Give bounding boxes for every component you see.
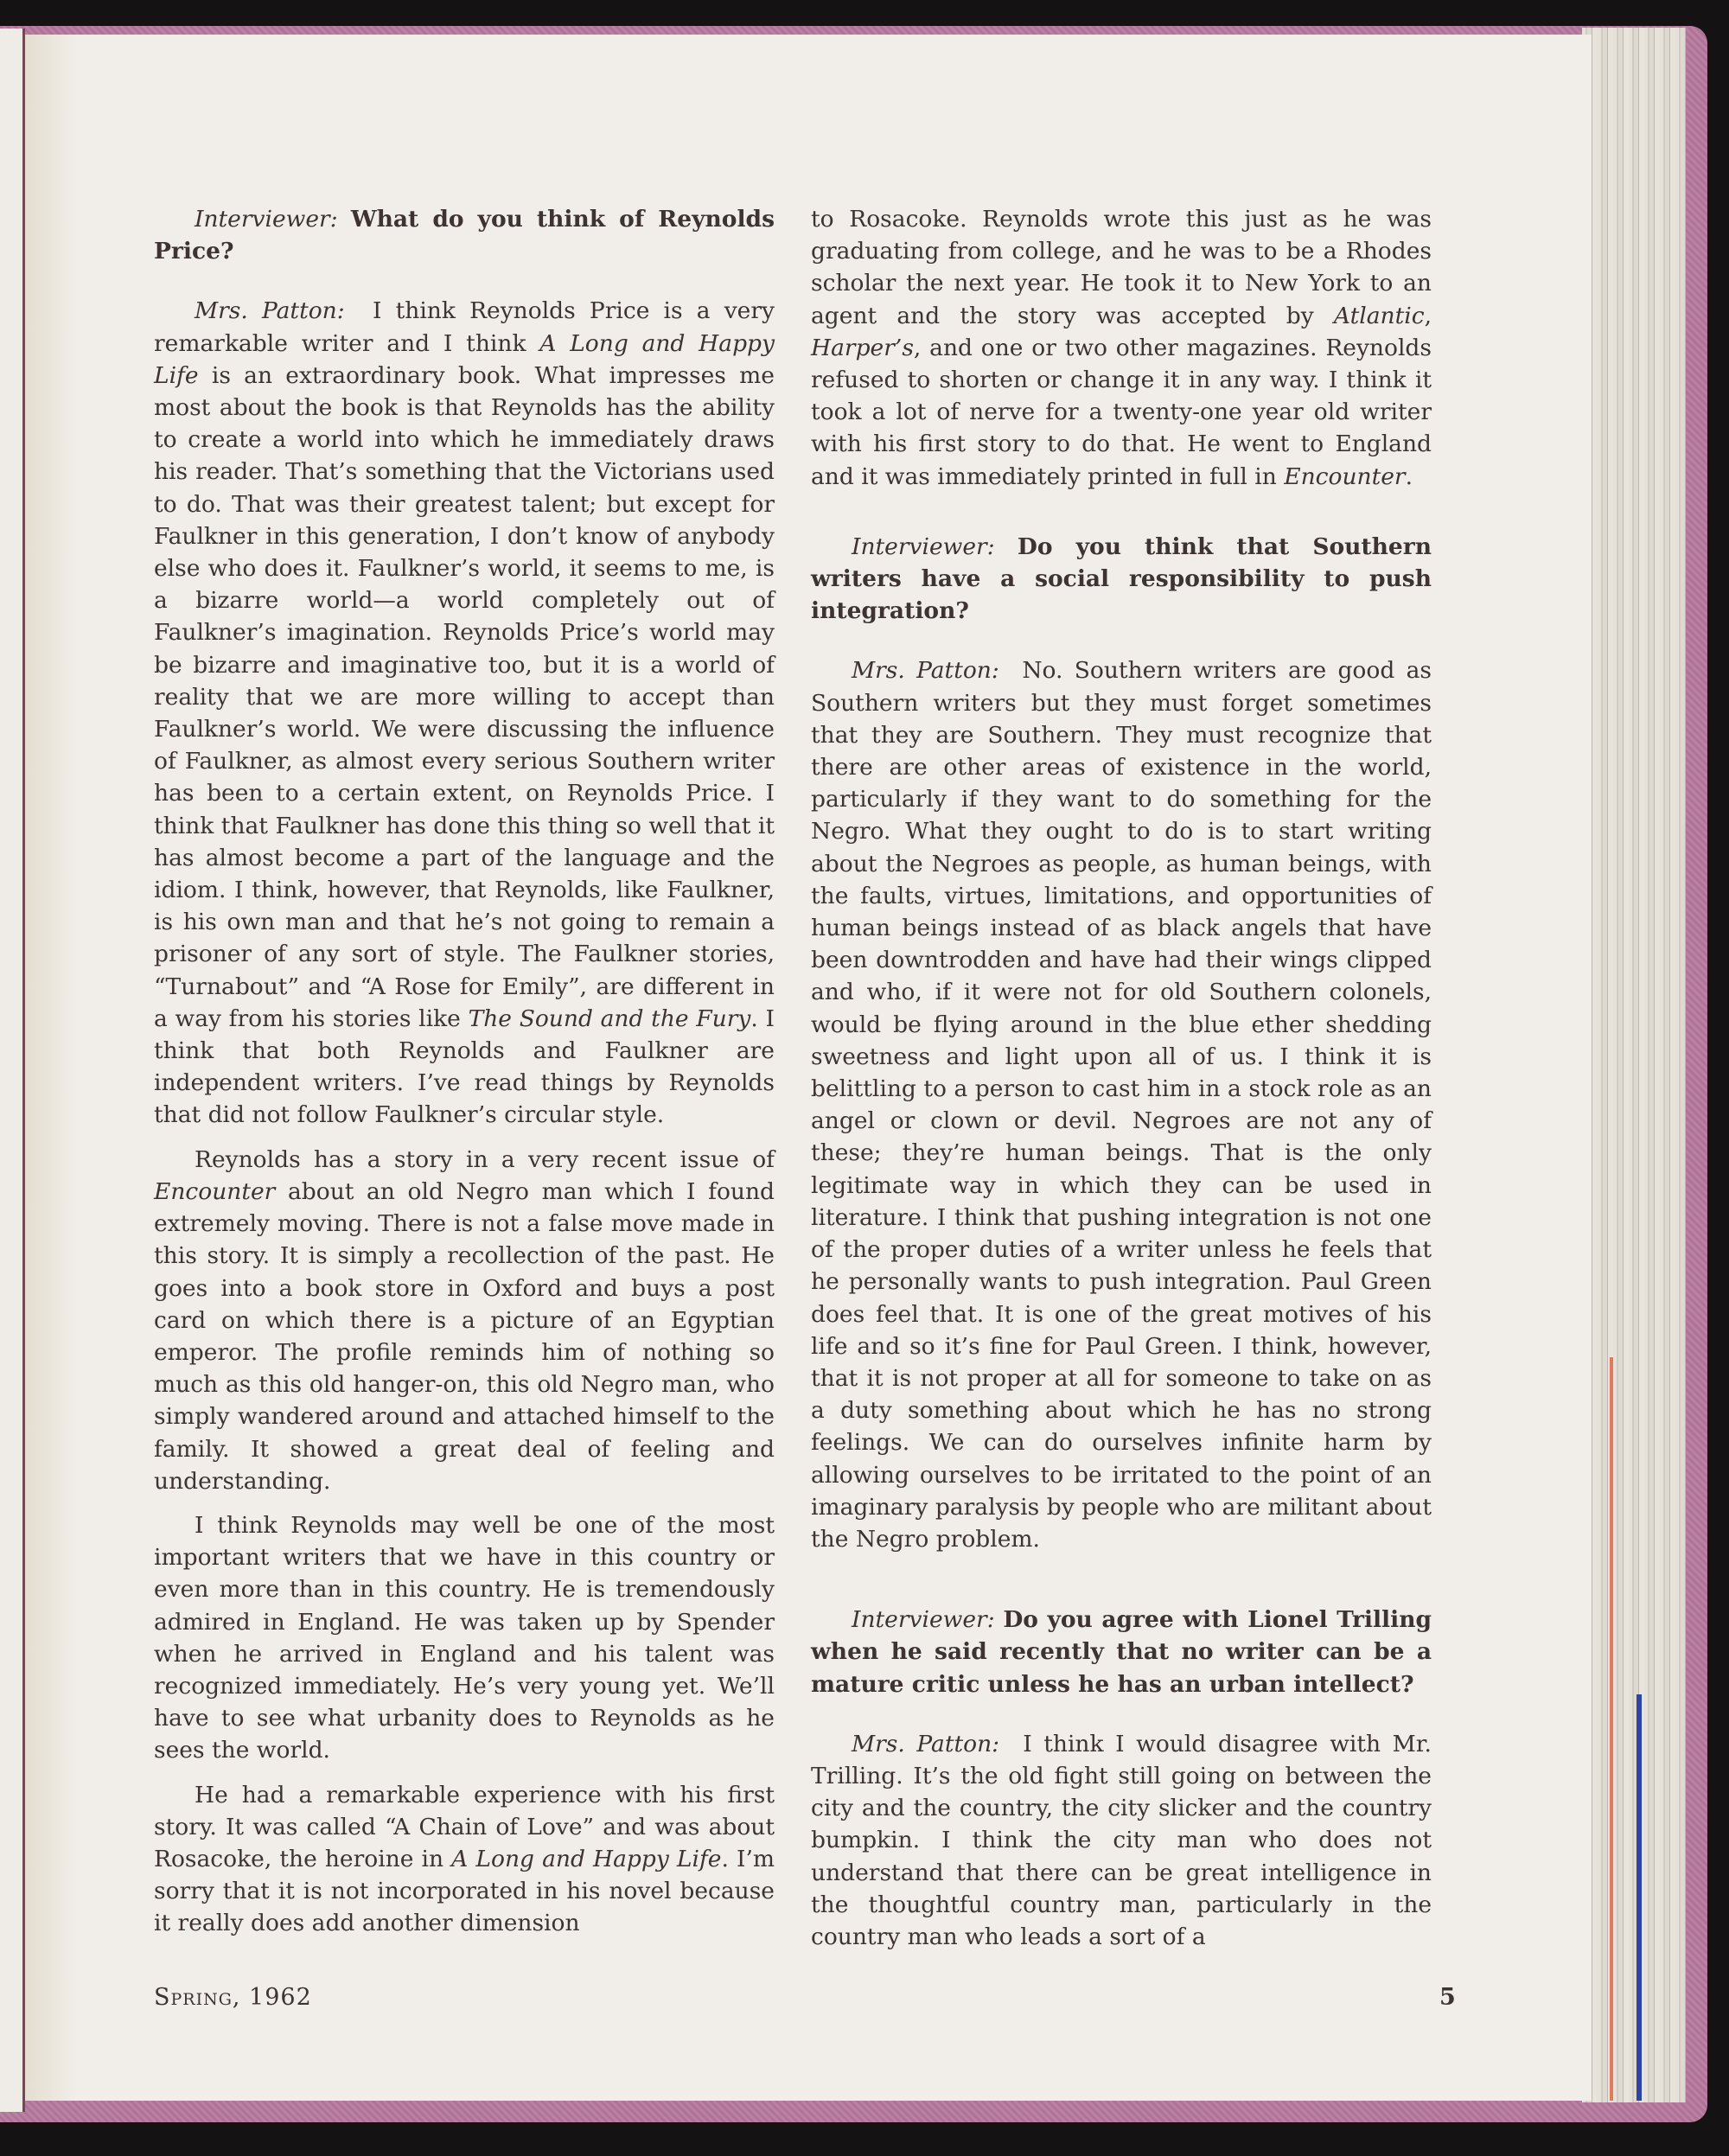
speaker-label: Interviewer: <box>195 206 338 233</box>
interviewer-question <box>811 531 1432 628</box>
answer-text: No. Southern writers are good as Southern writers but they must forget sometimes that they are Southern. They must recognize that there are other areas of existence in the world, particularly if they want to do something for the Negro. What they ought to do is to start writing about the Negroes as people, as human beings, with the faults, virtues, limitations, and opportunities of human beings instead of as black angels that have been downtrodden and have had their wings clipped and who, if it were not for old Southern colonels, would be flying around in the blue ether shedding sweetness and light upon all of us. I think it is belittling to a person to cast him in a stock role as an angel or clown or devil. Negroes are not any of these; they’re human beings. That is the only legitimate way in which they can be used in literature. I think that pushing integration is not one of the proper duties of a writer unless he feels that he personally wants to push integration. Paul Green does feel that. It is one of the great motives of his life and so it’s fine for Paul Green. I think, however, that it is not proper at all for someone to take on as a duty something about which he has no strong feelings. We can do ourselves infinite harm by allowing ourselves to be irritated to the point of an imaginary paralysis by people who are militant about the Negro problem. <box>811 657 1432 1553</box>
question-text: Do you agree with Lionel Trilling when he said recently that no writer can be a mature critic unless he has an urban intellect? <box>811 1606 1432 1698</box>
running-footer-issue <box>154 1984 312 2011</box>
page-number: 5 <box>1439 1984 1456 2011</box>
body-paragraph <box>154 1779 775 1940</box>
left-column <box>154 203 775 1940</box>
answer-paragraph <box>154 295 775 1131</box>
speaker-label: Mrs. Patton: <box>195 297 345 325</box>
paragraph-text: He had a remarkable experience with his first story. It was called “A Chain of Love” and was about Rosacoke, the heroine in <box>154 1781 775 1872</box>
red-edge-tab <box>1610 1357 1613 2101</box>
paragraph-text: Reynolds has a story in a very recent issue of <box>195 1145 775 1173</box>
answer-text: I think Reynolds Price is a very remarkable writer and I think <box>154 297 775 357</box>
continued-paragraph <box>811 203 1432 493</box>
book-title: A Long and Happy Life <box>154 329 775 389</box>
answer-paragraph <box>811 1728 1432 1953</box>
paragraph-text: about an old Negro man which I found extremely moving. There is not a false move made in this story. It is simply a recollection of the past. He goes into a book store in Oxford and buys a post card on which there is a picture of an Egyptian emperor. The profile reminds him of nothing so much as this old hanger-on, this old Negro man, who simply wandered around and attached himself to the family. It showed a great deal of feeling and understanding. <box>154 1177 775 1495</box>
book-title: A Long and Happy Life <box>451 1845 722 1872</box>
magazine-title: Atlantic <box>1333 302 1425 329</box>
speaker-label: Interviewer: <box>852 1606 995 1634</box>
journal-page <box>25 35 1592 2101</box>
speaker-label: Mrs. Patton: <box>852 657 999 685</box>
blue-edge-tab <box>1636 1694 1642 2101</box>
speaker-label: Interviewer: <box>852 533 995 560</box>
paragraph-text: to Rosacoke. Reynolds wrote this just as he was graduating from college, and he was to be a Rhodes scholar the next year. He took it to New York to an agent and the story was accepted by <box>811 206 1432 329</box>
magazine-title: Encounter <box>154 1177 276 1205</box>
question-text: Do you think that Southern writers have a social responsibility to push integration? <box>811 533 1432 625</box>
paragraph-text: , and one or two other magazines. Reynolds refused to shorten or change it in any way. I think it took a lot of nerve for a twenty-one year old writer with his first story to do that. He went to England and it was immediately printed in full in <box>811 334 1432 490</box>
answer-text: I think I would disagree with Mr. Trilling. It’s the old fight still going on between the city and the country, the city slicker and the country bumpkin. I think the city man who does not understand that there can be great intelligence in the thoughtful country man, particularly in the country man who leads a sort of a <box>811 1730 1432 1950</box>
paragraph-text: . I’m sorry that it is not incorporated in his novel because it really does add another dimension <box>154 1845 775 1937</box>
right-column <box>811 203 1432 1953</box>
body-paragraph <box>154 1144 775 1497</box>
speaker-label: Mrs. Patton: <box>852 1730 1000 1757</box>
interviewer-question <box>811 1604 1432 1700</box>
paragraph-text: I think Reynolds may well be one of the most important writers that we have in this country or even more than in this country. He is tremendously admired in England. He was taken up by Spender when he arrived in England and his talent was recognized immediately. He’s very young yet. We’ll have to see what urbanity does to Reynolds as he sees the world. <box>154 1511 775 1764</box>
facing-page-edge <box>0 29 25 2112</box>
magazine-title: Encounter <box>1284 462 1406 490</box>
magazine-title: Harper’s <box>811 334 914 361</box>
answer-text: . I think that both Reynolds and Faulkner are independent writers. I’ve read things by Reynolds that did not follow Faulkner’s circular style. <box>154 1005 775 1129</box>
answer-paragraph <box>811 654 1432 1555</box>
paragraph-text: , <box>1424 302 1432 329</box>
page-block-edges <box>1582 28 1686 2102</box>
answer-text: is an extraordinary book. What impresses me most about the book is that Reynolds has the ability to create a world into which he immediately draws his reader. That’s something that the Victorians used to do. That was their greatest talent; but except for Faulkner in this generation, I don’t know of anybody else who does it. Faulkner’s world, it seems to me, is a bizarre world—a world completely out of Faulkner’s imagination. Reynolds Price’s world may be bizarre and imaginative too, but it is a world of reality that we are more willing to accept than Faulkner’s world. We were discussing the influence of Faulkner, as almost every serious Southern writer has been to a certain extent, on Reynolds Price. I think that Faulkner has done this thing so well that it has almost become a part of the language and the idiom. I think, however, that Reynolds, like Faulkner, is his own man and that he’s not going to remain a prisoner of any sort of style. The Faulkner stories, “Turnabout” and “A Rose for Emily”, are different in a way from his stories like <box>154 361 775 1032</box>
body-paragraph <box>154 1509 775 1767</box>
question-text: What do you think of Reynolds Price? <box>154 206 775 265</box>
issue-date: Spring, 1962 <box>154 1984 312 2011</box>
interviewer-question <box>154 203 775 267</box>
book-title: The Sound and the Fury <box>468 1005 751 1032</box>
paragraph-text: . <box>1405 462 1413 490</box>
